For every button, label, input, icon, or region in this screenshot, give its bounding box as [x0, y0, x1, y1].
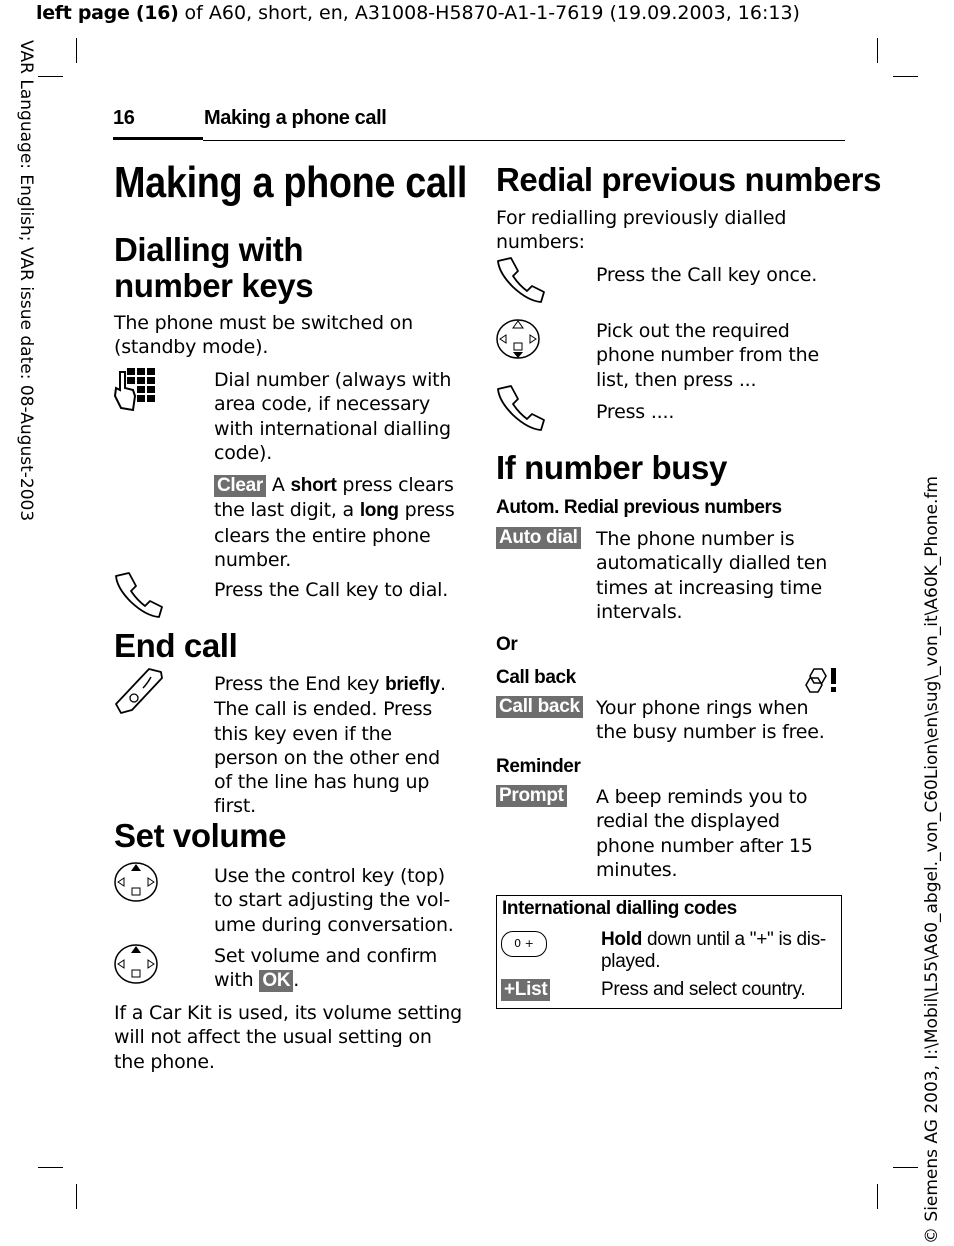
dialling-intro: The phone must be switched on (standby mode).	[114, 312, 413, 359]
running-title: Making a phone call	[204, 107, 387, 129]
end-call-instruction	[214, 672, 460, 819]
call-back-softkey[interactable]: Call back	[496, 696, 583, 718]
end-key-icon	[113, 668, 165, 714]
call-key-icon	[495, 385, 547, 431]
volume-step1: Use the control key (top) to start adjusting the vol-ume during conversation.	[214, 865, 454, 936]
clear-softkey[interactable]: Clear	[214, 475, 266, 497]
volume-step2-end: .	[293, 969, 300, 992]
list-text: Press and select country.	[601, 979, 806, 1000]
document-header	[36, 2, 800, 24]
hold-text-bold: Hold	[601, 929, 643, 950]
dial-instruction: Dial number (always with area code, if necessary with international dialling code).	[214, 369, 452, 464]
hold-text	[601, 929, 829, 973]
or-label: Or	[496, 634, 518, 655]
redial-step2: Pick out the required phone number from the list, then press ...	[596, 320, 819, 391]
crop-mark	[893, 1167, 918, 1168]
heading-autom-redial: Autom. Redial previous numbers	[496, 497, 782, 518]
zero-key-label: 0 +	[514, 937, 534, 950]
heading-set-volume: Set volume	[114, 817, 287, 854]
redial-intro: For redialling previously dialled numbers:	[496, 207, 787, 254]
page-title: Making a phone call	[114, 158, 468, 207]
call-key-icon	[495, 257, 547, 303]
call-instruction: Press the Call key to dial.	[214, 579, 449, 601]
end-call-text-b: . The call is ended. Press this key even if the person on the other end of the line has hung up first.	[214, 673, 446, 818]
clear-instruction	[214, 473, 460, 572]
prompt-text: A beep reminds you to redial the displayed phone number after 15 minutes.	[596, 786, 813, 881]
control-key-icon	[495, 317, 541, 361]
header-rule-thick	[113, 137, 203, 140]
keypad-icon	[113, 366, 157, 412]
crop-mark	[38, 1167, 63, 1168]
heading-redial: Redial previous numbers	[496, 161, 882, 198]
control-key-top-icon	[113, 860, 159, 904]
auto-dial-text: The phone number is automatically dialled ten times at increasing time intervals.	[596, 528, 828, 623]
ok-softkey[interactable]: OK	[259, 970, 293, 992]
zero-key-icon	[501, 931, 547, 957]
crop-mark	[893, 76, 918, 77]
clear-text-short: short	[290, 475, 337, 496]
network-dependent-icon	[804, 666, 840, 694]
clear-text-a: A	[266, 474, 291, 496]
control-key-icon	[113, 942, 159, 986]
clear-text-mid: press clears the last digit, a	[214, 474, 454, 522]
left-margin-text: VAR Language: English; VAR issue date: 08-August-2003	[16, 40, 36, 522]
call-key-icon	[113, 572, 165, 618]
auto-dial-softkey[interactable]: Auto dial	[496, 527, 581, 549]
crop-mark	[76, 38, 77, 63]
clear-text-end: press clears the entire phone number.	[214, 499, 455, 571]
header-rule	[203, 140, 845, 141]
crop-mark	[76, 1184, 77, 1209]
crop-mark	[877, 38, 878, 63]
volume-step2-text: Set volume and confirm with	[214, 945, 438, 992]
intl-box-heading: International dialling codes	[502, 898, 737, 919]
crop-mark	[38, 76, 63, 77]
heading-if-busy: If number busy	[496, 449, 727, 486]
redial-step3: Press ....	[596, 401, 675, 423]
page-number: 16	[113, 107, 135, 129]
heading-reminder: Reminder	[496, 756, 581, 777]
call-back-text: Your phone rings when the busy number is free.	[596, 697, 825, 744]
volume-step2	[214, 944, 460, 993]
redial-step1: Press the Call key once.	[596, 264, 818, 286]
heading-end-call: End call	[114, 627, 238, 664]
hold-text-rest: down until a "+" is dis-played.	[601, 929, 826, 972]
heading-dialling: Dialling with number keys	[114, 231, 314, 304]
crop-mark	[877, 1184, 878, 1209]
plus-list-softkey[interactable]: +List	[501, 979, 550, 1001]
clear-text-long: long	[359, 500, 399, 522]
right-margin-text: © Siemens AG 2003, I:\Mobil\L55\A60_abgel._von_C60Lion\en\sug\_von_it\A60K_Phone.fm	[922, 476, 942, 1244]
heading-call-back: Call back	[496, 667, 576, 688]
document-header-page: left page (16)	[36, 2, 179, 24]
car-kit-note: If a Car Kit is used, its volume setting will not affect the usual setting on the phone.	[114, 1002, 462, 1073]
prompt-softkey[interactable]: Prompt	[496, 785, 567, 807]
end-call-text-bold: briefly	[385, 674, 441, 695]
end-call-text-a: Press the End key	[214, 673, 386, 695]
document-header-info: of A60, short, en, A31008-H5870-A1-1-7619 (19.09.2003, 16:13)	[178, 2, 800, 24]
